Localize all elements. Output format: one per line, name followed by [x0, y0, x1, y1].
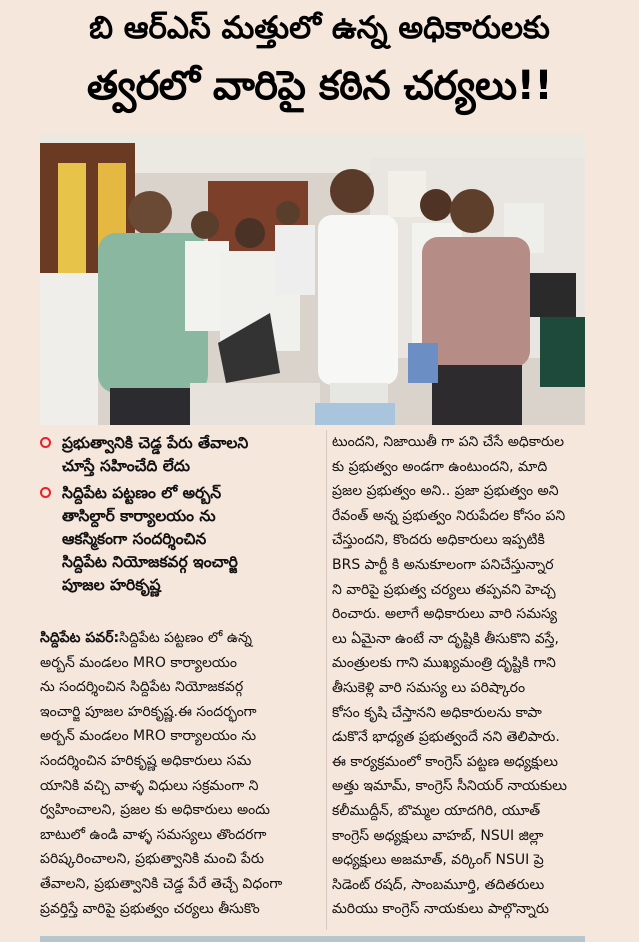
article-line: డుకొనే భాధ్యత ప్రభుత్వందే నని తెలిపారు. [332, 729, 560, 746]
article-line: సందర్శించిన హరికృష్ణ అధికారులు సమ [40, 752, 252, 769]
highlight-line: ఆకస్మికంగా సందర్శించిన [62, 530, 207, 548]
article-line: కు ప్రభుత్వం అండగా ఉంటుందని, మాది [332, 458, 548, 475]
bullet-ring-icon [40, 487, 51, 498]
bullet-ring-icon [40, 437, 51, 448]
highlight-line: ప్రభుత్వానికి చెడ్డ పేరు తేవాలని [62, 434, 249, 452]
article-line: కాంగ్రెస్ అధ్యక్షులు వాహబ్, NSUI జిల్లా [332, 827, 544, 844]
article-line: చేస్తుందని, కొందరు అధికారులు ఇప్పటికి [332, 532, 545, 549]
article-line: ర్వహించాలని, ప్రజల కు అధికారులు అందు [40, 802, 270, 819]
article-line: అర్బన్ మండలం MRO కార్యాలయం ను [40, 728, 257, 745]
headline-line-1: బి ఆర్ఎస్ మత్తులో ఉన్న అధికారులకు [89, 10, 550, 46]
dateline: సిద్దిపేట పవర్: [40, 630, 120, 646]
highlights [40, 432, 318, 601]
article-line: తీసుకెళ్లి వారి సమస్య లు పరిష్కారం [332, 679, 526, 696]
article-line: కలీముద్దీన్, బొమ్మల యాదగిరి, యూత్ [332, 802, 541, 819]
article-line: రేవంత్ అన్న ప్రభుత్వం నిరుపేదల కోసం పని [332, 507, 566, 524]
article-line [40, 626, 322, 651]
article-text: సిద్దిపేట పట్టణం లో ఉన్న [119, 630, 252, 646]
article-line: బాటులో ఉండి వాళ్ళ సమస్యలు తొందరగా [40, 826, 267, 843]
highlight-line: సిద్దిపేట నియోజకవర్గ ఇంచార్జి [62, 553, 238, 571]
headline-line-2: త్వరలో వారిపై కఠిన చర్యలు!! [86, 63, 553, 109]
highlight-line: సిద్దిపేట పట్టణం లో అర్బన్ [62, 484, 222, 502]
article-line: పరిష్కరించాలని, ప్రభుత్వానికి మంచి పేరు [40, 851, 264, 868]
article-line: BRS పార్టీ కి అనుకూలంగా పనిచేస్తున్నార [332, 556, 554, 573]
article-line: రించారు. అలాగే అధికారులు వారి సమస్య [332, 606, 558, 623]
highlight-item [40, 482, 318, 597]
article-line: యానికి వచ్చి వాళ్ళ విధులు సక్రమంగా ని [40, 777, 259, 794]
bottom-photo-strip [40, 936, 585, 942]
article-line: కోసం కృషి చేస్తానని అధికారులను కాపా [332, 704, 542, 721]
highlight-line: చూస్తే సహించేది లేదు [62, 457, 191, 475]
column-divider [326, 430, 327, 930]
highlight-line: పూజల హరికృష్ణ [62, 576, 161, 594]
article-line: టుందని, నిజాయితీ గా పని చేసే అధికారుల [332, 434, 565, 450]
article-line: ప్రవర్తిస్తే వారిపై ప్రభుత్వం చర్యలు తీసుకొం [40, 900, 260, 917]
article-line: ను సందర్శించిన సిద్దిపేట నియోజకవర్గ [40, 679, 244, 696]
article-line: ని వారిపై ప్రభుత్వ చర్యలు తప్పవని హెచ్చ [332, 581, 556, 598]
article-line: సిడెంట్ రషద్, సాంబమూర్తి, తదితరులు [332, 876, 545, 893]
article-line: ప్రజల ప్రభుత్వం అని.. ప్రజా ప్రభుత్వం అని [332, 483, 559, 500]
article-column-right [332, 430, 587, 922]
article-line: తేవాలని, ప్రభుత్వానికి చెడ్డ పేరే తెచ్చే విధంగా [40, 875, 283, 892]
article-line: మంత్రులకు గాని ముఖ్యమంత్రి దృష్టికి గాని [332, 655, 556, 672]
article-line: ఇంచార్జి పూజల హరికృష్ణ.ఈ సందర్భంగా [40, 703, 257, 720]
news-photo-icon [40, 133, 585, 425]
highlight-item [40, 432, 318, 478]
highlight-line: తాసిల్దార్ కార్యాలయం ను [62, 507, 216, 525]
article-line: ఈ కార్యక్రమంలో కాంగ్రెస్ పట్టణ అధ్యక్షులు [332, 753, 558, 770]
news-photo [40, 133, 585, 425]
article-column-left [40, 626, 322, 921]
article-line: అత్తు ఇమామ్, కాంగ్రెస్ సీనియర్ నాయకులు [332, 778, 567, 795]
article-line: మరియు కాంగ్రెస్ నాయకులు పాల్గొన్నారు [332, 901, 549, 918]
article-line: అధ్యక్షులు అజమాత్, వర్కింగ్ NSUI ప్రె [332, 852, 544, 869]
article-line: అర్బన్ మండలం MRO కార్యాలయం [40, 654, 238, 671]
article-line: లు ఏమైనా ఉంటే నా దృష్టికి తీసుకొని వస్తే, [332, 630, 559, 647]
